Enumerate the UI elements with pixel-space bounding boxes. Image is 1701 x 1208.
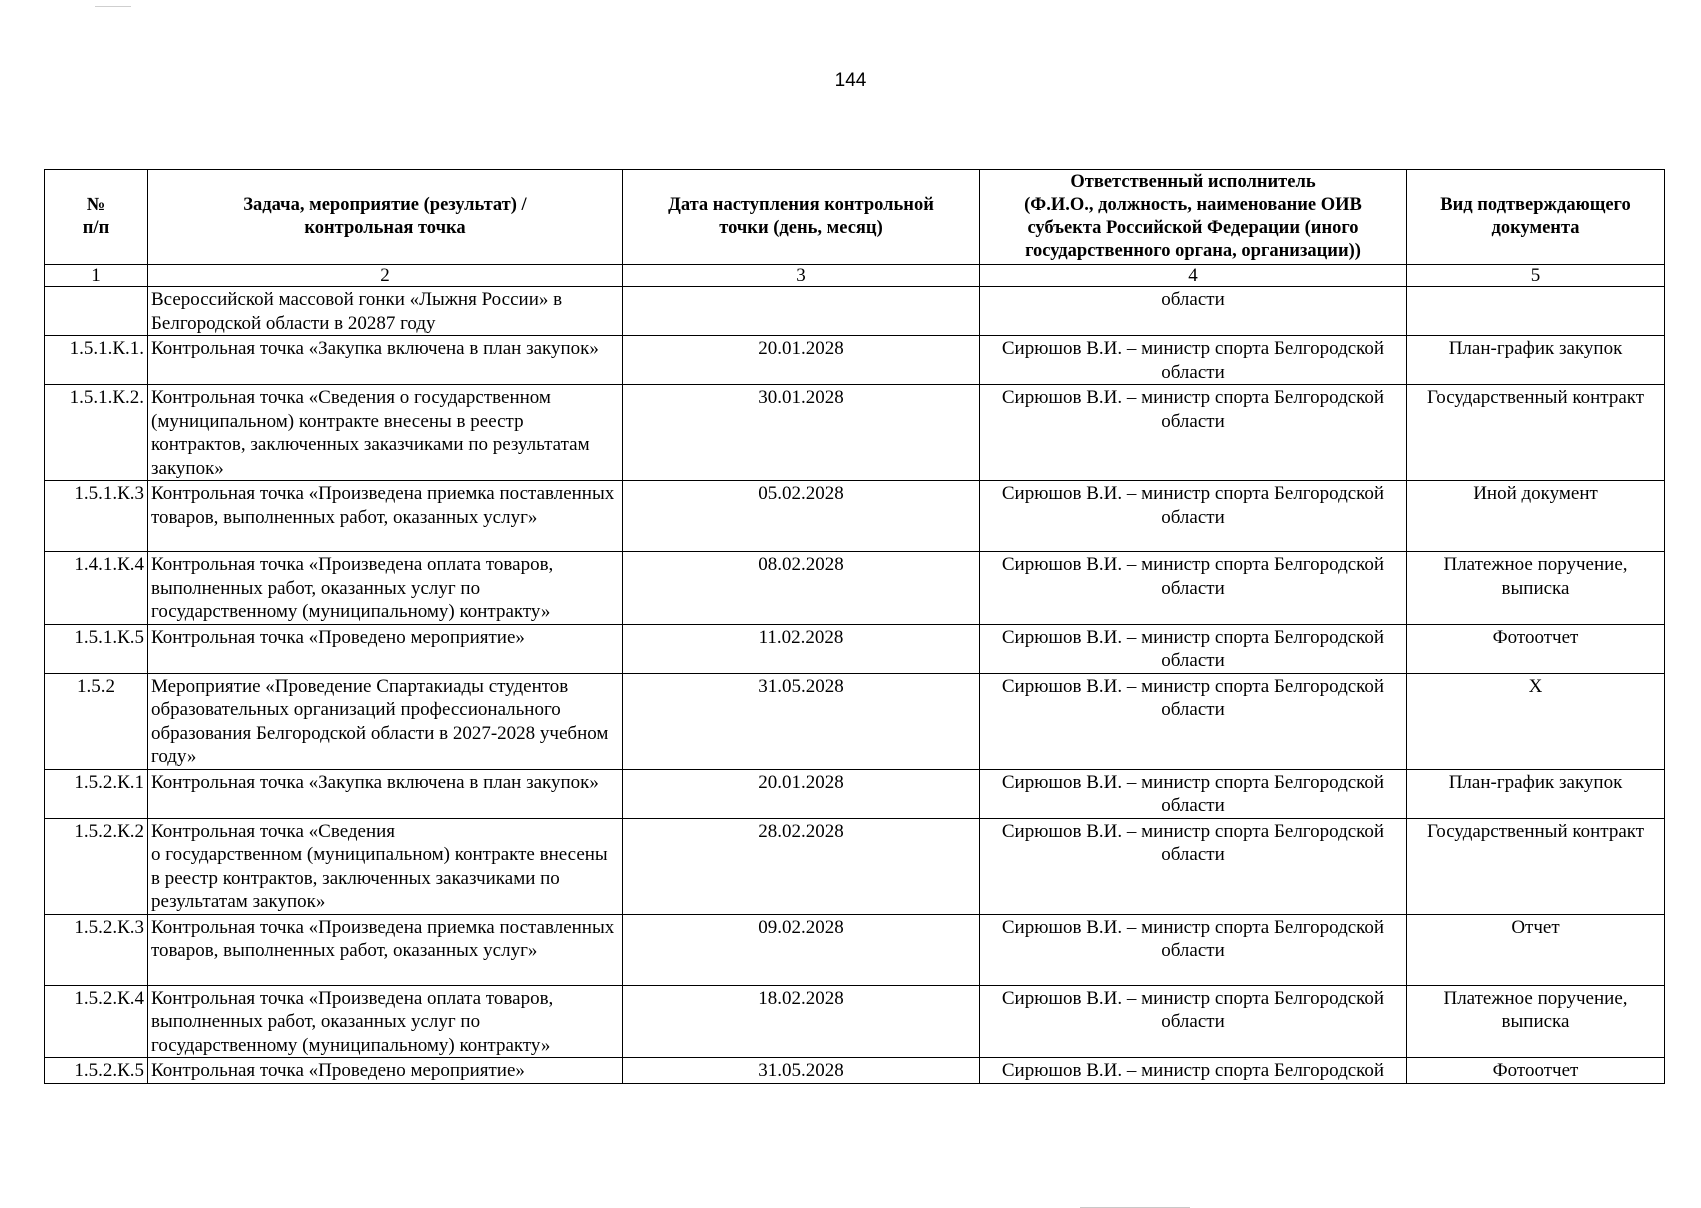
row-date: 31.05.2028 [623, 1058, 980, 1084]
row-task: Контрольная точка «Проведено мероприятие» [148, 1058, 623, 1084]
table-row [45, 481, 1665, 552]
row-date: 28.02.2028 [623, 818, 980, 914]
row-date: 20.01.2028 [623, 769, 980, 818]
row-number: 1.5.2.К.3 [45, 914, 148, 985]
row-document: Отчет [1407, 914, 1665, 985]
row-task: Контрольная точка «Сведения о государственном (муниципальном) контракте внесены в реестр контрактов, заключенных заказчиками по результатам закупок» [148, 385, 623, 481]
column-number: 1 [45, 265, 148, 287]
table-row [45, 985, 1665, 1058]
row-document: Х [1407, 673, 1665, 769]
row-date: 09.02.2028 [623, 914, 980, 985]
header-date: Дата наступления контрольной точки (день, месяц) [623, 170, 980, 265]
row-number: 1.5.2.К.4 [45, 985, 148, 1058]
column-number: 5 [1407, 265, 1665, 287]
row-document: Фотоотчет [1407, 1058, 1665, 1084]
table-body [45, 287, 1665, 1084]
row-date [623, 287, 980, 336]
row-task: Контрольная точка «Произведена приемка поставленных товаров, выполненных работ, оказанных услуг» [148, 481, 623, 552]
row-responsible: области [980, 287, 1407, 336]
header-row [45, 170, 1665, 265]
table-row [45, 624, 1665, 673]
header-task: Задача, мероприятие (результат) / контрольная точка [148, 170, 623, 265]
row-number: 1.5.2.К.5 [45, 1058, 148, 1084]
row-date: 31.05.2028 [623, 673, 980, 769]
column-number-row [45, 265, 1665, 287]
row-responsible: Сирюшов В.И. – министр спорта Белгородской области [980, 385, 1407, 481]
row-number: 1.5.1.К.5 [45, 624, 148, 673]
scan-artifact-top [95, 6, 131, 7]
row-document: Государственный контракт [1407, 818, 1665, 914]
row-task: Контрольная точка «Произведена оплата товаров, выполненных работ, оказанных услуг по государственному (муниципальному) контракту» [148, 552, 623, 625]
table-row [45, 336, 1665, 385]
column-number: 3 [623, 265, 980, 287]
row-document: План-график закупок [1407, 769, 1665, 818]
row-document: Платежное поручение, выписка [1407, 985, 1665, 1058]
table-row [45, 1058, 1665, 1084]
row-responsible: Сирюшов В.И. – министр спорта Белгородской области [980, 624, 1407, 673]
row-responsible: Сирюшов В.И. – министр спорта Белгородской области [980, 336, 1407, 385]
row-responsible: Сирюшов В.И. – министр спорта Белгородской [980, 1058, 1407, 1084]
row-task: Контрольная точка «Произведена приемка поставленных товаров, выполненных работ, оказанных услуг» [148, 914, 623, 985]
row-number: 1.4.1.К.4 [45, 552, 148, 625]
row-task: Контрольная точка «Закупка включена в план закупок» [148, 769, 623, 818]
row-responsible: Сирюшов В.И. – министр спорта Белгородской области [980, 769, 1407, 818]
row-document: Фотоотчет [1407, 624, 1665, 673]
row-date: 08.02.2028 [623, 552, 980, 625]
row-document: План-график закупок [1407, 336, 1665, 385]
row-task: Всероссийской массовой гонки «Лыжня России» в Белгородской области в 20287 году [148, 287, 623, 336]
row-number: 1.5.2.К.1 [45, 769, 148, 818]
row-task: Мероприятие «Проведение Спартакиады студентов образовательных организаций профессионального образования Белгородской области в 2027-2028 учебном году» [148, 673, 623, 769]
row-number [45, 287, 148, 336]
row-number: 1.5.1.К.3 [45, 481, 148, 552]
row-task: Контрольная точка «Проведено мероприятие» [148, 624, 623, 673]
table-row [45, 287, 1665, 336]
row-document [1407, 287, 1665, 336]
row-document: Иной документ [1407, 481, 1665, 552]
row-responsible: Сирюшов В.И. – министр спорта Белгородской области [980, 914, 1407, 985]
header-responsible: Ответственный исполнитель (Ф.И.О., должность, наименование ОИВ субъекта Российской Федерации (иного государственного органа, организации)) [980, 170, 1407, 265]
row-number: 1.5.2.К.2 [45, 818, 148, 914]
row-date: 20.01.2028 [623, 336, 980, 385]
row-responsible: Сирюшов В.И. – министр спорта Белгородской области [980, 818, 1407, 914]
row-responsible: Сирюшов В.И. – министр спорта Белгородской области [980, 481, 1407, 552]
column-number: 2 [148, 265, 623, 287]
row-task: Контрольная точка «Произведена оплата товаров, выполненных работ, оказанных услуг по государственному (муниципальному) контракту» [148, 985, 623, 1058]
row-responsible: Сирюшов В.И. – министр спорта Белгородской области [980, 985, 1407, 1058]
row-document: Государственный контракт [1407, 385, 1665, 481]
row-document: Платежное поручение, выписка [1407, 552, 1665, 625]
control-points-table [44, 169, 1665, 1084]
row-number: 1.5.1.К.2. [45, 385, 148, 481]
table-row [45, 769, 1665, 818]
row-date: 11.02.2028 [623, 624, 980, 673]
row-number: 1.5.1.К.1. [45, 336, 148, 385]
table-row [45, 552, 1665, 625]
row-date: 05.02.2028 [623, 481, 980, 552]
header-document: Вид подтверждающего документа [1407, 170, 1665, 265]
table-row [45, 818, 1665, 914]
row-responsible: Сирюшов В.И. – министр спорта Белгородской области [980, 552, 1407, 625]
row-date: 30.01.2028 [623, 385, 980, 481]
table-row [45, 673, 1665, 769]
table-row [45, 385, 1665, 481]
row-responsible: Сирюшов В.И. – министр спорта Белгородской области [980, 673, 1407, 769]
table-row [45, 914, 1665, 985]
page-number: 144 [834, 70, 867, 91]
header-number: № п/п [45, 170, 148, 265]
column-number: 4 [980, 265, 1407, 287]
row-number: 1.5.2 [45, 673, 148, 769]
row-task: Контрольная точка «Закупка включена в план закупок» [148, 336, 623, 385]
row-task: Контрольная точка «Сведения о государственном (муниципальном) контракте внесены в реестр контрактов, заключенных заказчиками по результатам закупок» [148, 818, 623, 914]
row-date: 18.02.2028 [623, 985, 980, 1058]
